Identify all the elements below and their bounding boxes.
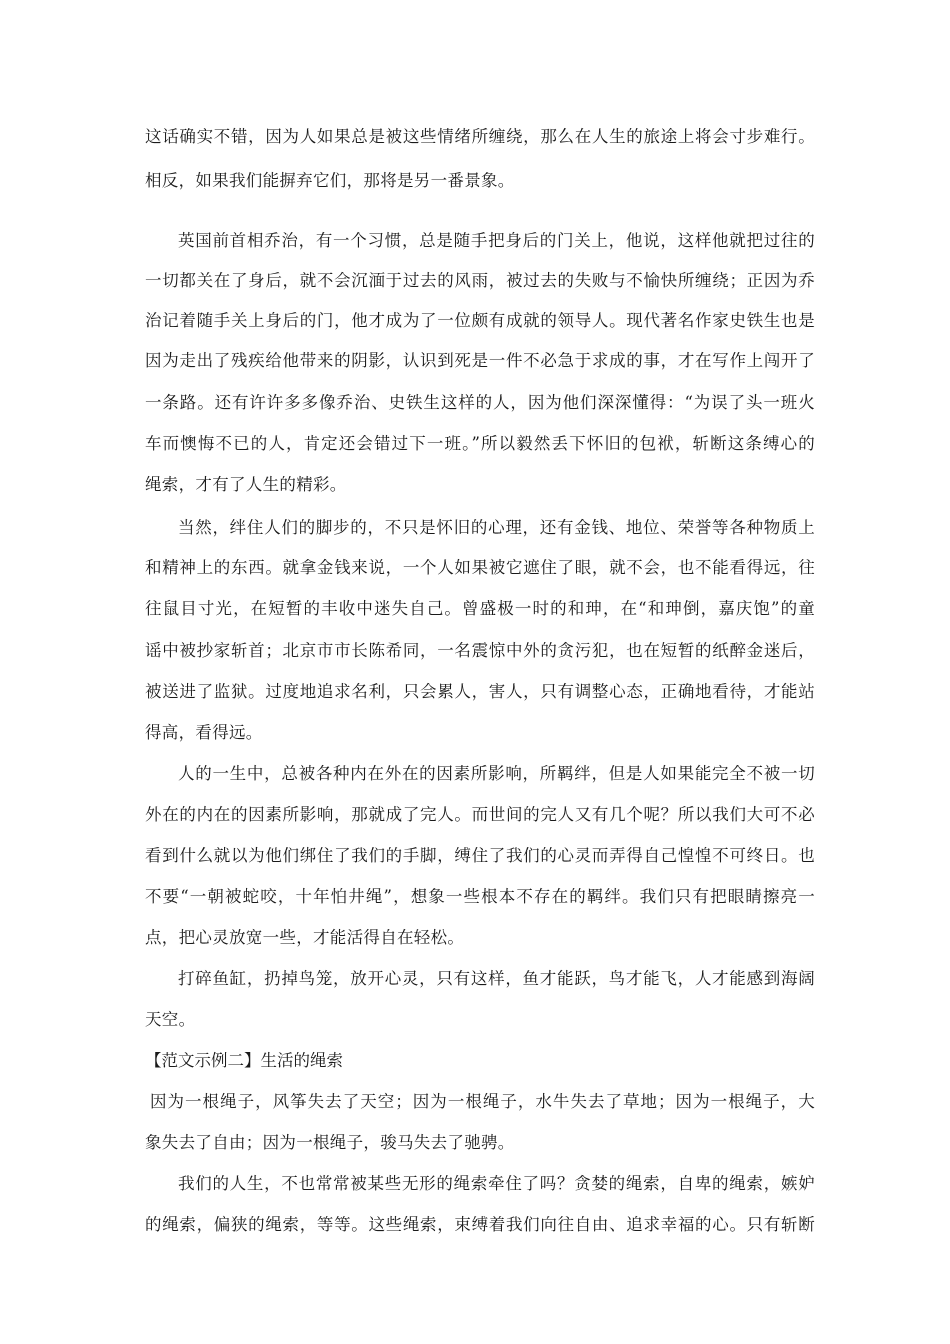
text-line: 看到什么就以为他们绑住了我们的手脚，缚住了我们的心灵而弄得自己惶惶不可终日。也 [145, 846, 815, 865]
text-line: 治记着随手关上身后的门，他才成为了一位颇有成就的领导人。现代著名作家史铁生也是 [145, 311, 815, 330]
text-line: 得高，看得远。 [145, 723, 263, 742]
text-line: 这话确实不错，因为人如果总是被这些情绪所缠绕，那么在人生的旅途上将会寸步难行。 [145, 127, 815, 146]
text-line: 车而懊悔不已的人，肯定还会错过下一班。”所以毅然丢下怀旧的包袱，斩断这条缚心的 [145, 434, 815, 453]
text-line: 打碎鱼缸，扔掉鸟笼，放开心灵，只有这样，鱼才能跃，鸟才能飞，人才能感到海阔 [178, 969, 815, 988]
text-line: 我们的人生，不也常常被某些无形的绳索牵住了吗？贪婪的绳索，自卑的绳索，嫉妒 [178, 1174, 815, 1193]
text-line: 因为一根绳子，风筝失去了天空；因为一根绳子，水牛失去了草地；因为一根绳子，大 [150, 1092, 815, 1111]
text-line: 一切都关在了身后，就不会沉湎于过去的风雨，被过去的失败与不愉快所缠绕；正因为乔 [145, 271, 815, 290]
text-line: 外在的内在的因素所影响，那就成了完人。而世间的完人又有几个呢？所以我们大可不必 [145, 805, 815, 824]
text-line: 人的一生中，总被各种内在外在的因素所影响，所羁绊，但是人如果能完全不被一切 [178, 764, 815, 783]
text-line: 的绳索，偏狭的绳索，等等。这些绳索，束缚着我们向往自由、追求幸福的心。只有斩断 [145, 1215, 815, 1234]
text-line: 点，把心灵放宽一些，才能活得自在轻松。 [145, 928, 465, 947]
text-line: 绳索，才有了人生的精彩。 [145, 475, 347, 494]
text-line: 和精神上的东西。就拿金钱来说，一个人如果被它遮住了眼，就不会，也不能看得远，往 [145, 558, 815, 577]
text-line: 天空。 [145, 1010, 196, 1029]
text-line: 往鼠目寸光，在短暂的丰收中迷失自己。曾盛极一时的和珅，在“和珅倒，嘉庆饱”的童 [145, 599, 815, 618]
text-line: 谣中被抄家斩首；北京市市长陈希同，一名震惊中外的贪污犯，也在短暂的纸醉金迷后， [145, 641, 815, 660]
section-heading: 【范文示例二】生活的绳索 [145, 1051, 343, 1070]
text-line: 一条路。还有许许多多像乔治、史铁生这样的人，因为他们深深懂得：“为误了头一班火 [145, 393, 815, 412]
text-line: 英国前首相乔治，有一个习惯，总是随手把身后的门关上，他说，这样他就把过往的 [178, 231, 815, 250]
text-line: 被送进了监狱。过度地追求名利，只会累人，害人，只有调整心态，正确地看待，才能站 [145, 682, 815, 701]
text-line: 因为走出了残疾给他带来的阴影，认识到死是一件不必急于求成的事，才在写作上闯开了 [145, 351, 815, 370]
text-line: 当然，绊住人们的脚步的，不只是怀旧的心理，还有金钱、地位、荣誉等各种物质上 [178, 518, 815, 537]
text-line: 不要“一朝被蛇咬，十年怕井绳”，想象一些根本不存在的羁绊。我们只有把眼睛擦亮一 [145, 887, 815, 906]
text-line: 相反，如果我们能摒弃它们，那将是另一番景象。 [145, 171, 515, 190]
text-line: 象失去了自由；因为一根绳子，骏马失去了驰骋。 [145, 1133, 515, 1152]
